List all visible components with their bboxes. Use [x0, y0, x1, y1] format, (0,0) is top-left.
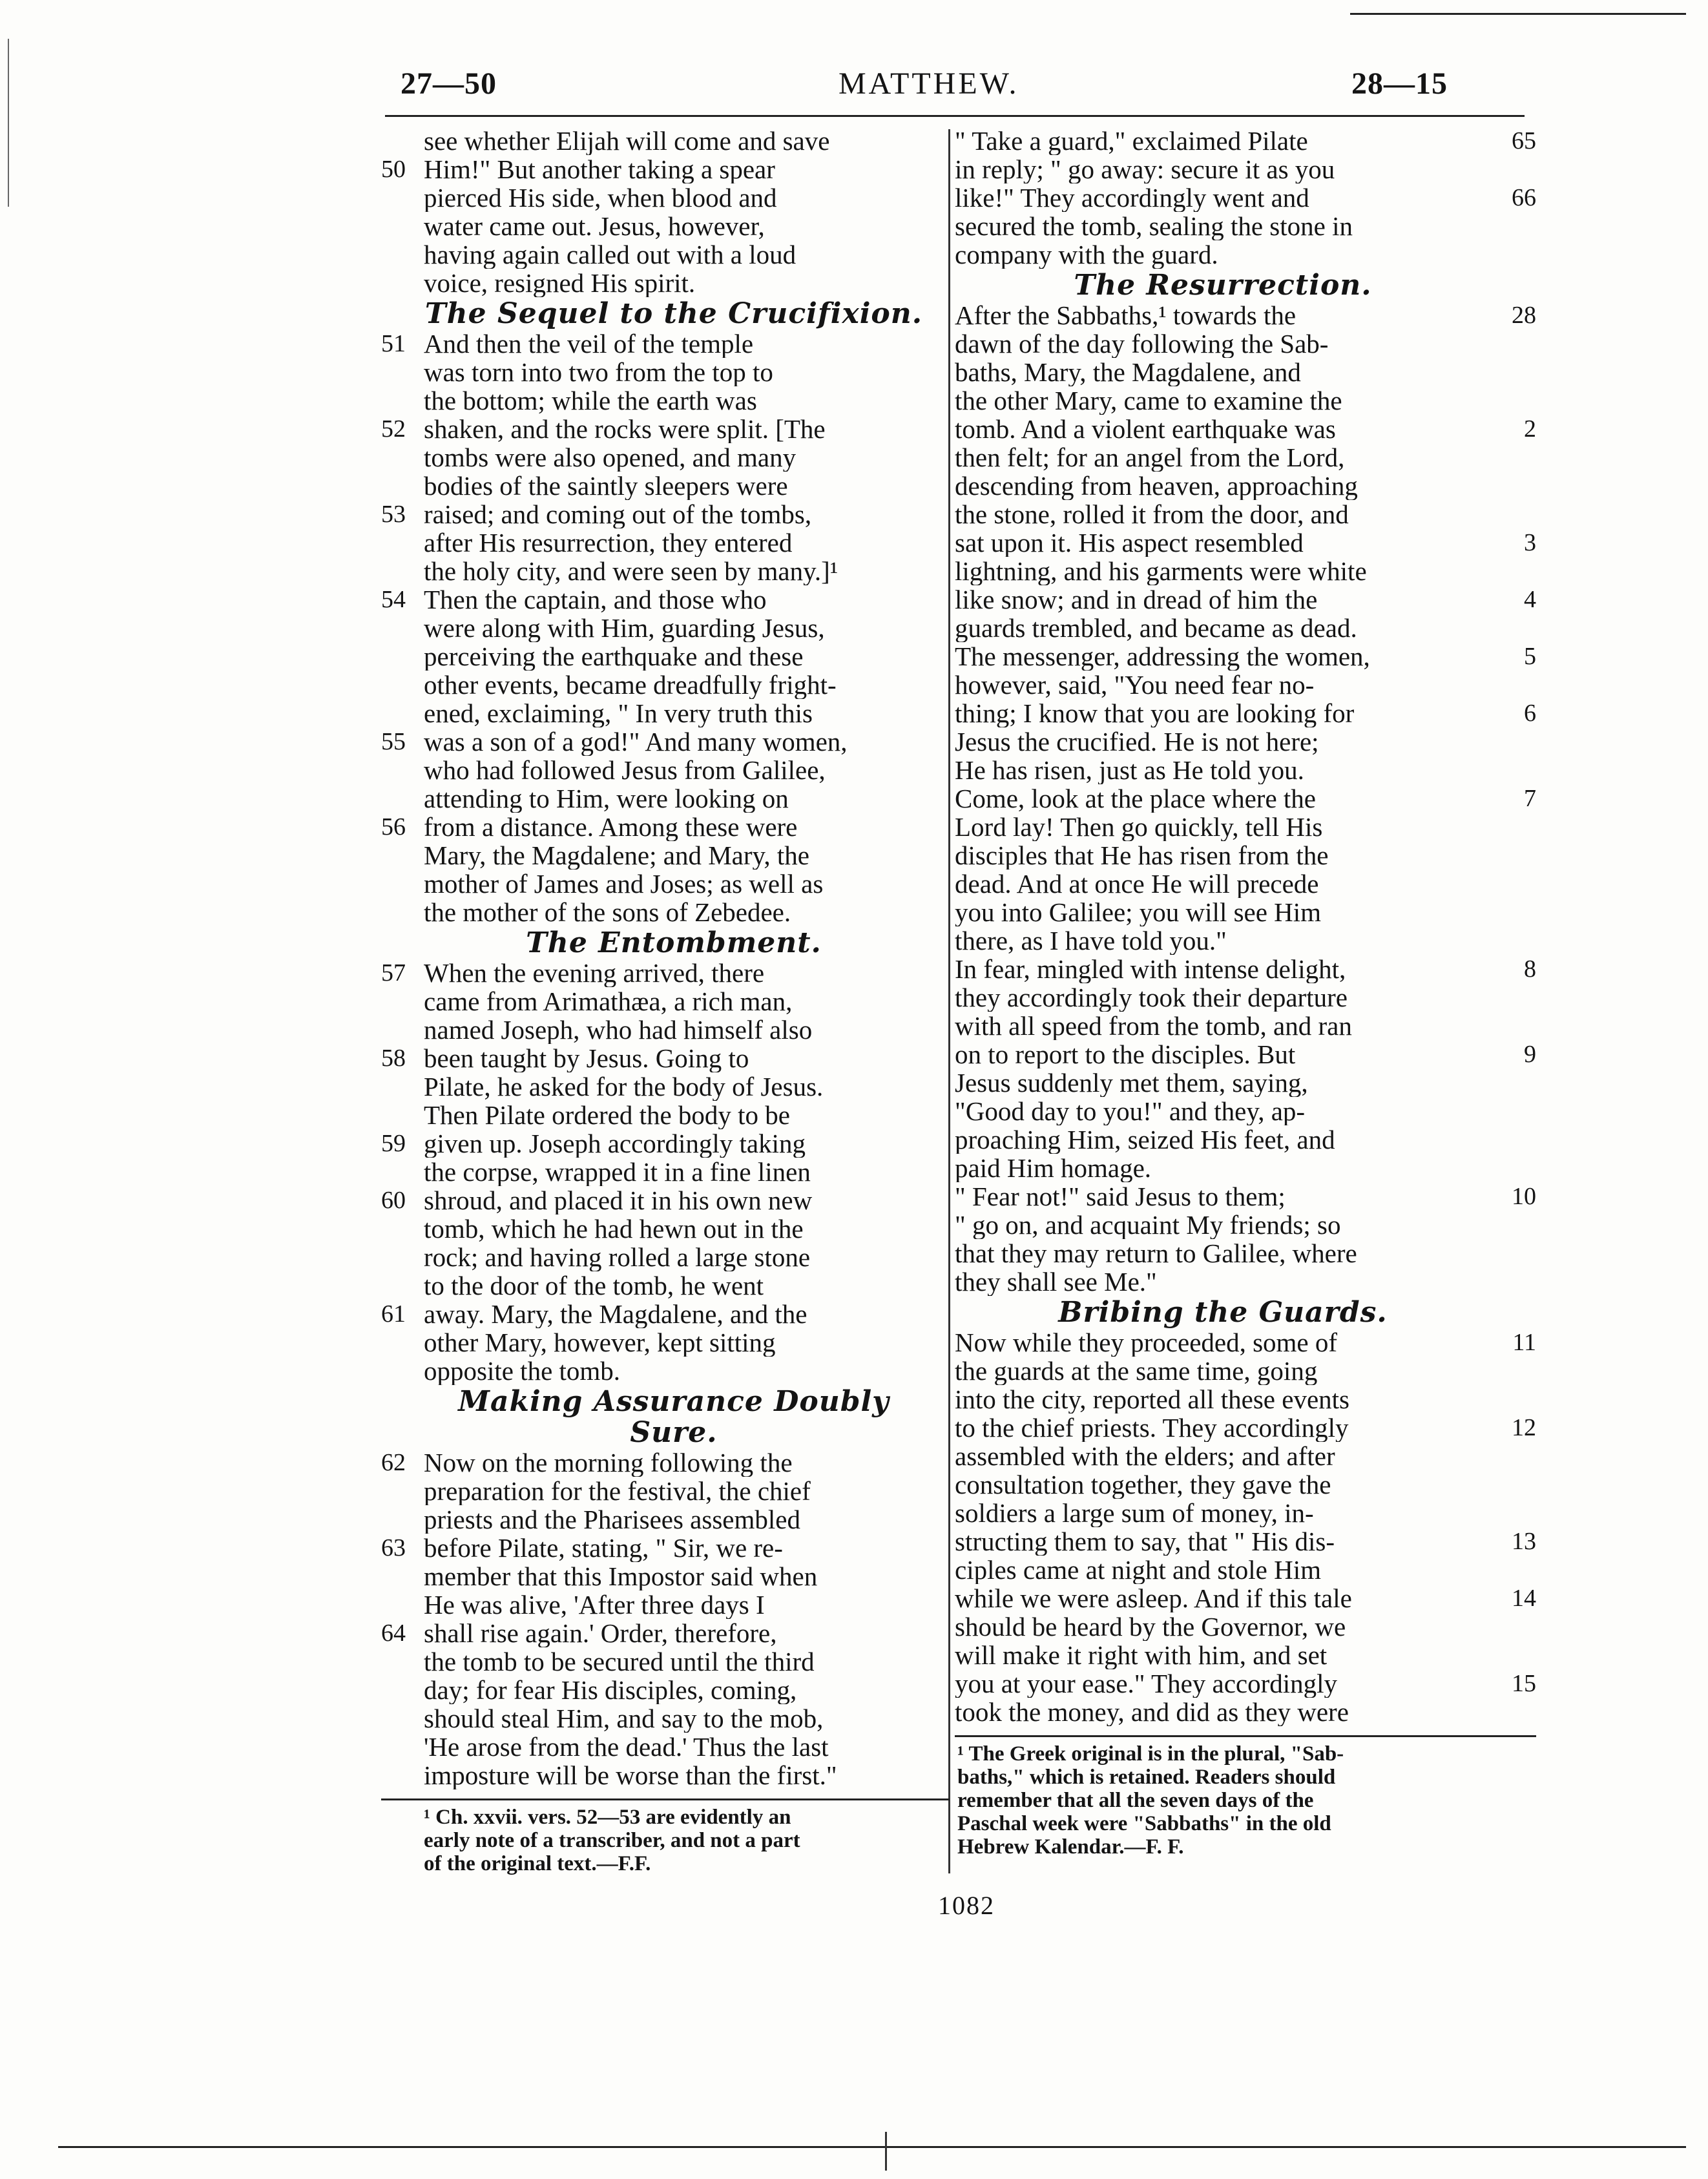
header-book-title: MATTHEW. [838, 67, 1019, 101]
verse-number: 62 [381, 1449, 406, 1476]
verse-text: Now while they proceeded, some of [955, 1328, 1338, 1357]
verse-number: 2 [1524, 415, 1536, 443]
verse-line [381, 1300, 950, 1328]
footnote-line: ¹ Ch. xxvii. vers. 52—53 are evidently an [424, 1806, 791, 1829]
verse-line [381, 472, 950, 500]
verse-line [955, 642, 1536, 671]
verse-line [955, 1357, 1536, 1385]
verse-text: paid Him homage. [955, 1154, 1152, 1182]
verse-line [955, 1182, 1536, 1211]
verse-line [381, 443, 950, 472]
left-edge-line [8, 39, 9, 207]
verse-line [381, 1733, 950, 1761]
verse-line [955, 183, 1536, 212]
verse-line [381, 784, 950, 813]
verse-text: company with the guard. [955, 240, 1218, 269]
verse-line [381, 870, 950, 898]
verse-line [381, 1761, 950, 1789]
verse-line [381, 212, 950, 240]
footnote-line: early note of a transcriber, and not a part [424, 1829, 800, 1852]
verse-text: water came out. Jesus, however, [424, 212, 765, 240]
verse-line [955, 983, 1536, 1012]
verse-line [955, 870, 1536, 898]
verse-text: should steal Him, and say to the mob, [424, 1704, 824, 1733]
verse-text: they shall see Me." [955, 1267, 1157, 1296]
verse-line [955, 614, 1536, 642]
verse-line [955, 784, 1536, 813]
verse-text: will make it right with him, and set [955, 1641, 1328, 1669]
verse-text: 'He arose from the dead.' Thus the last [424, 1733, 829, 1761]
verse-line [381, 1647, 950, 1676]
verse-line [955, 212, 1536, 240]
verse-number: 50 [381, 156, 406, 183]
verse-line [955, 500, 1536, 528]
left-verses-c [381, 959, 950, 1385]
verse-number: 5 [1524, 643, 1536, 670]
verse-text: having again called out with a loud [424, 240, 797, 269]
verse-text: voice, resigned His spirit. [424, 269, 696, 297]
verse-line [955, 1097, 1536, 1125]
verse-line [381, 1590, 950, 1619]
left-column [381, 127, 950, 1875]
verse-line [955, 1556, 1536, 1584]
verse-number: 14 [1512, 1585, 1536, 1612]
footnote-line: Paschal week were "Sabbaths" in the old [957, 1812, 1331, 1835]
verse-text: opposite the tomb. [424, 1357, 621, 1385]
verse-line [381, 1704, 950, 1733]
verse-line [381, 1505, 950, 1534]
verse-number: 58 [381, 1045, 406, 1072]
verse-text: into the city, reported all these events [955, 1385, 1349, 1413]
verse-number: 15 [1512, 1670, 1536, 1697]
verse-line [381, 585, 950, 614]
verse-number: 7 [1524, 785, 1536, 812]
verse-text: shall rise again.' Order, therefore, [424, 1619, 777, 1647]
verse-text: Him!" But another taking a spear [424, 155, 775, 183]
verse-line [381, 269, 950, 297]
verse-text: to the door of the tomb, he went [424, 1271, 764, 1300]
verse-text: were along with Him, guarding Jesus, [424, 614, 825, 642]
verse-text: "Good day to you!" and they, ap- [955, 1097, 1306, 1125]
verse-text: the other Mary, came to examine the [955, 386, 1342, 415]
verse-text: secured the tomb, sealing the stone in [955, 212, 1353, 240]
verse-line [955, 240, 1536, 269]
verse-number: 28 [1512, 302, 1536, 329]
verse-line [381, 642, 950, 671]
verse-text: raised; and coming out of the tombs, [424, 500, 812, 528]
right-verses-c [955, 1328, 1536, 1726]
section-heading-bribing: Bribing the Guards. [1058, 1296, 1388, 1329]
verse-line [955, 1641, 1536, 1669]
verse-line [381, 1243, 950, 1271]
verse-number: 9 [1524, 1041, 1536, 1068]
verse-text: Mary, the Magdalene; and Mary, the [424, 841, 809, 870]
verse-line [381, 1044, 950, 1072]
verse-text: lightning, and his garments were white [955, 557, 1367, 585]
verse-line [955, 1012, 1536, 1040]
verse-line [381, 1016, 950, 1044]
verse-text: after His resurrection, they entered [424, 528, 793, 557]
verse-text: tomb, which he had hewn out in the [424, 1215, 804, 1243]
verse-line [381, 329, 950, 358]
verse-text: Jesus the crucified. He is not here; [955, 727, 1319, 756]
verse-text: ciples came at night and stole Him [955, 1556, 1322, 1584]
verse-text: you into Galilee; you will see Him [955, 898, 1322, 926]
verse-number: 60 [381, 1187, 406, 1214]
verse-text: sat upon it. His aspect resembled [955, 528, 1304, 557]
verse-number: 8 [1524, 955, 1536, 983]
verse-line [381, 813, 950, 841]
section-heading-entombment: The Entombment. [526, 926, 822, 959]
verse-text: perceiving the earthquake and these [424, 642, 804, 671]
verse-line [955, 358, 1536, 386]
header-right-reference: 28—15 [1351, 67, 1448, 101]
verse-text: in reply; " go away: secure it as you [955, 155, 1335, 183]
right-column [955, 127, 1536, 1859]
verse-line [955, 898, 1536, 926]
verse-text: pierced His side, when blood and [424, 183, 777, 212]
verse-text: Then the captain, and those who [424, 585, 767, 614]
verse-text: that they may return to Galilee, where [955, 1239, 1357, 1267]
bottom-tick [885, 2132, 887, 2171]
verse-text: rock; and having rolled a large stone [424, 1243, 811, 1271]
verse-line [955, 443, 1536, 472]
left-verses-b [381, 329, 950, 926]
verse-number: 64 [381, 1620, 406, 1647]
verse-line [955, 1328, 1536, 1357]
section-heading-resurrection: The Resurrection. [1074, 269, 1372, 302]
verse-text: given up. Joseph accordingly taking [424, 1129, 806, 1158]
header-rule [385, 115, 1525, 117]
verse-text: the stone, rolled it from the door, and [955, 500, 1349, 528]
verse-text: And then the veil of the temple [424, 329, 754, 358]
verse-line [381, 415, 950, 443]
footnote-line: baths," which is retained. Readers should [957, 1766, 1336, 1789]
verse-number: 3 [1524, 529, 1536, 556]
verse-line [955, 415, 1536, 443]
verse-line [955, 1267, 1536, 1296]
verse-number: 53 [381, 501, 406, 528]
right-verses-a [955, 127, 1536, 269]
verse-line [381, 183, 950, 212]
verse-text: guards trembled, and became as dead. [955, 614, 1357, 642]
verse-line [955, 841, 1536, 870]
verse-text: been taught by Jesus. Going to [424, 1044, 749, 1072]
verse-line [381, 699, 950, 727]
verse-line [955, 1040, 1536, 1069]
verse-line [955, 756, 1536, 784]
verse-text: He was alive, 'After three days I [424, 1590, 765, 1619]
header-left-reference: 27—50 [401, 67, 497, 101]
verse-text: He has risen, just as He told you. [955, 756, 1304, 784]
verse-text: the tomb to be secured until the third [424, 1647, 815, 1676]
verse-line [955, 955, 1536, 983]
verse-text: with all speed from the tomb, and ran [955, 1012, 1352, 1040]
verse-text: shroud, and placed it in his own new [424, 1186, 813, 1215]
verse-text: the holy city, and were seen by many.]¹ [424, 557, 838, 585]
verse-text: Jesus suddenly met them, saying, [955, 1069, 1308, 1097]
verse-number: 59 [381, 1130, 406, 1157]
verse-text: dawn of the day following the Sab- [955, 329, 1329, 358]
verse-line [381, 1072, 950, 1101]
verse-text: before Pilate, stating, " Sir, we re- [424, 1534, 783, 1562]
verse-line [381, 727, 950, 756]
verse-number: 11 [1512, 1329, 1536, 1356]
verse-number: 54 [381, 586, 406, 613]
verse-text: Lord lay! Then go quickly, tell His [955, 813, 1323, 841]
verse-text: Come, look at the place where the [955, 784, 1316, 813]
verse-text: mother of James and Joses; as well as [424, 870, 824, 898]
verse-line [381, 127, 950, 155]
footnote-line: of the original text.—F.F. [424, 1852, 651, 1875]
verse-line [381, 1534, 950, 1562]
verse-text: Pilate, he asked for the body of Jesus. [424, 1072, 824, 1101]
verse-number: 57 [381, 959, 406, 986]
verse-line [955, 699, 1536, 727]
verse-number: 13 [1512, 1528, 1536, 1555]
verse-line [381, 841, 950, 870]
verse-number: 56 [381, 813, 406, 840]
verse-line [381, 898, 950, 926]
verse-text: like snow; and in dread of him the [955, 585, 1318, 614]
left-verses-d [381, 1448, 950, 1789]
verse-text: consultation together, they gave the [955, 1470, 1331, 1499]
verse-text: " Fear not!" said Jesus to them; [955, 1182, 1286, 1211]
verse-number: 51 [381, 330, 406, 357]
verse-number: 65 [1512, 127, 1536, 154]
verse-line [381, 358, 950, 386]
verse-text: tombs were also opened, and many [424, 443, 797, 472]
verse-line [955, 1442, 1536, 1470]
verse-line [955, 671, 1536, 699]
verse-text: assembled with the elders; and after [955, 1442, 1335, 1470]
verse-line [381, 1186, 950, 1215]
verse-line [955, 1069, 1536, 1097]
verse-line [381, 1357, 950, 1385]
section-heading-assurance: Making Assurance Doubly Sure. [458, 1385, 890, 1449]
verse-text: day; for fear His disciples, coming, [424, 1676, 797, 1704]
verse-text: see whether Elijah will come and save [424, 127, 830, 155]
verse-line [955, 813, 1536, 841]
verse-text: was a son of a god!" And many women, [424, 727, 848, 756]
footnote-rule-right [955, 1735, 1536, 1737]
verse-line [955, 1125, 1536, 1154]
verse-line [381, 557, 950, 585]
verse-text: the guards at the same time, going [955, 1357, 1318, 1385]
verse-line [955, 1470, 1536, 1499]
verse-text: other Mary, however, kept sitting [424, 1328, 776, 1357]
verse-text: When the evening arrived, there [424, 959, 765, 987]
verse-line [955, 585, 1536, 614]
verse-text: they accordingly took their departure [955, 983, 1348, 1012]
verse-line [955, 329, 1536, 358]
verse-text: descending from heaven, approaching [955, 472, 1358, 500]
verse-line [955, 1239, 1536, 1267]
verse-number: 12 [1512, 1414, 1536, 1441]
verse-text: " Take a guard," exclaimed Pilate [955, 127, 1308, 155]
verse-line [381, 959, 950, 987]
verse-line [955, 472, 1536, 500]
verse-text: preparation for the festival, the chief [424, 1477, 811, 1505]
verse-text: other events, became dreadfully fright- [424, 671, 837, 699]
verse-line [381, 1271, 950, 1300]
verse-line [381, 240, 950, 269]
verse-text: while we were asleep. And if this tale [955, 1584, 1352, 1612]
verse-text: Now on the morning following the [424, 1448, 793, 1477]
verse-line [381, 155, 950, 183]
verse-line [381, 1619, 950, 1647]
verse-line [381, 1158, 950, 1186]
verse-text: like!" They accordingly went and [955, 183, 1309, 212]
verse-line [381, 987, 950, 1016]
verse-line [955, 1612, 1536, 1641]
footnote-line: Hebrew Kalendar.—F. F. [957, 1835, 1184, 1859]
footnote-line: remember that all the seven days of the [957, 1789, 1314, 1812]
verse-line [955, 127, 1536, 155]
verse-line [955, 1211, 1536, 1239]
verse-line [955, 1698, 1536, 1726]
verse-line [381, 1448, 950, 1477]
verse-line [381, 500, 950, 528]
verse-text: from a distance. Among these were [424, 813, 798, 841]
verse-text: shaken, and the rocks were split. [The [424, 415, 826, 443]
verse-number: 6 [1524, 700, 1536, 727]
page-number: 1082 [938, 1891, 995, 1920]
verse-text: took the money, and did as they were [955, 1698, 1349, 1726]
verse-text: soldiers a large sum of money, in- [955, 1499, 1314, 1527]
verse-number: 4 [1524, 586, 1536, 613]
verse-number: 63 [381, 1534, 406, 1561]
bottom-page-rule [58, 2146, 1686, 2148]
footnote-line: ¹ The Greek original is in the plural, "Sab- [957, 1742, 1344, 1766]
verse-text: priests and the Pharisees assembled [424, 1505, 800, 1534]
verse-text: to the chief priests. They accordingly [955, 1413, 1349, 1442]
verse-line [955, 1154, 1536, 1182]
top-right-rule [1350, 13, 1686, 15]
verse-line [955, 528, 1536, 557]
footnote-right [955, 1742, 1536, 1859]
verse-text: structing them to say, that " His dis- [955, 1527, 1335, 1556]
verse-line [381, 1676, 950, 1704]
verse-line [955, 1669, 1536, 1698]
verse-text: the mother of the sons of Zebedee. [424, 898, 791, 926]
verse-line [381, 528, 950, 557]
verse-line [381, 1129, 950, 1158]
verse-text: named Joseph, who had himself also [424, 1016, 813, 1044]
verse-text: came from Arimathæa, a rich man, [424, 987, 793, 1016]
verse-text: attending to Him, were looking on [424, 784, 789, 813]
verse-line [381, 1477, 950, 1505]
verse-text: dead. And at once He will precede [955, 870, 1319, 898]
verse-line [955, 1413, 1536, 1442]
verse-line [955, 1584, 1536, 1612]
verse-line [955, 1385, 1536, 1413]
verse-line [955, 926, 1536, 955]
verse-text: proaching Him, seized His feet, and [955, 1125, 1335, 1154]
verse-line [381, 756, 950, 784]
verse-line [955, 301, 1536, 329]
verse-text: tomb. And a violent earthquake was [955, 415, 1336, 443]
verse-number: 10 [1512, 1183, 1536, 1210]
verse-text: ened, exclaiming, " In very truth this [424, 699, 813, 727]
verse-text: was torn into two from the top to [424, 358, 773, 386]
verse-line [955, 727, 1536, 756]
verse-number: 66 [1512, 184, 1536, 211]
verse-line [381, 671, 950, 699]
verse-text: you at your ease." They accordingly [955, 1669, 1338, 1698]
verse-line [381, 1101, 950, 1129]
verse-line [381, 1562, 950, 1590]
verse-text: " go on, and acquaint My friends; so [955, 1211, 1341, 1239]
footnote-rule-left [381, 1798, 950, 1800]
verse-line [381, 386, 950, 415]
verse-text: on to report to the disciples. But [955, 1040, 1296, 1069]
verse-text: who had followed Jesus from Galilee, [424, 756, 826, 784]
right-verses-b [955, 301, 1536, 1296]
verse-line [381, 1215, 950, 1243]
verse-text: In fear, mingled with intense delight, [955, 955, 1346, 983]
verse-text: The messenger, addressing the women, [955, 642, 1370, 671]
verse-line [955, 557, 1536, 585]
verse-text: the corpse, wrapped it in a fine linen [424, 1158, 811, 1186]
footnote-left [381, 1806, 950, 1875]
left-verses-a [381, 127, 950, 297]
verse-text: imposture will be worse than the first." [424, 1761, 837, 1789]
verse-line [955, 386, 1536, 415]
verse-text: disciples that He has risen from the [955, 841, 1329, 870]
verse-text: After the Sabbaths,¹ towards the [955, 301, 1297, 329]
verse-number: 55 [381, 728, 406, 755]
verse-line [955, 1499, 1536, 1527]
verse-text: member that this Impostor said when [424, 1562, 818, 1590]
verse-text: should be heard by the Governor, we [955, 1612, 1346, 1641]
verse-text: the bottom; while the earth was [424, 386, 757, 415]
verse-number: 61 [381, 1300, 406, 1328]
verse-line [955, 1527, 1536, 1556]
verse-line [381, 614, 950, 642]
verse-text: thing; I know that you are looking for [955, 699, 1355, 727]
verse-number: 52 [381, 415, 406, 443]
verse-text: there, as I have told you." [955, 926, 1227, 955]
verse-text: away. Mary, the Magdalene, and the [424, 1300, 807, 1328]
verse-text: then felt; for an angel from the Lord, [955, 443, 1345, 472]
verse-text: however, said, "You need fear no- [955, 671, 1315, 699]
verse-text: Then Pilate ordered the body to be [424, 1101, 790, 1129]
verse-text: bodies of the saintly sleepers were [424, 472, 788, 500]
verse-line [381, 1328, 950, 1357]
section-heading-sequel: The Sequel to the Crucifixion. [424, 297, 923, 330]
verse-line [955, 155, 1536, 183]
verse-text: baths, Mary, the Magdalene, and [955, 358, 1301, 386]
